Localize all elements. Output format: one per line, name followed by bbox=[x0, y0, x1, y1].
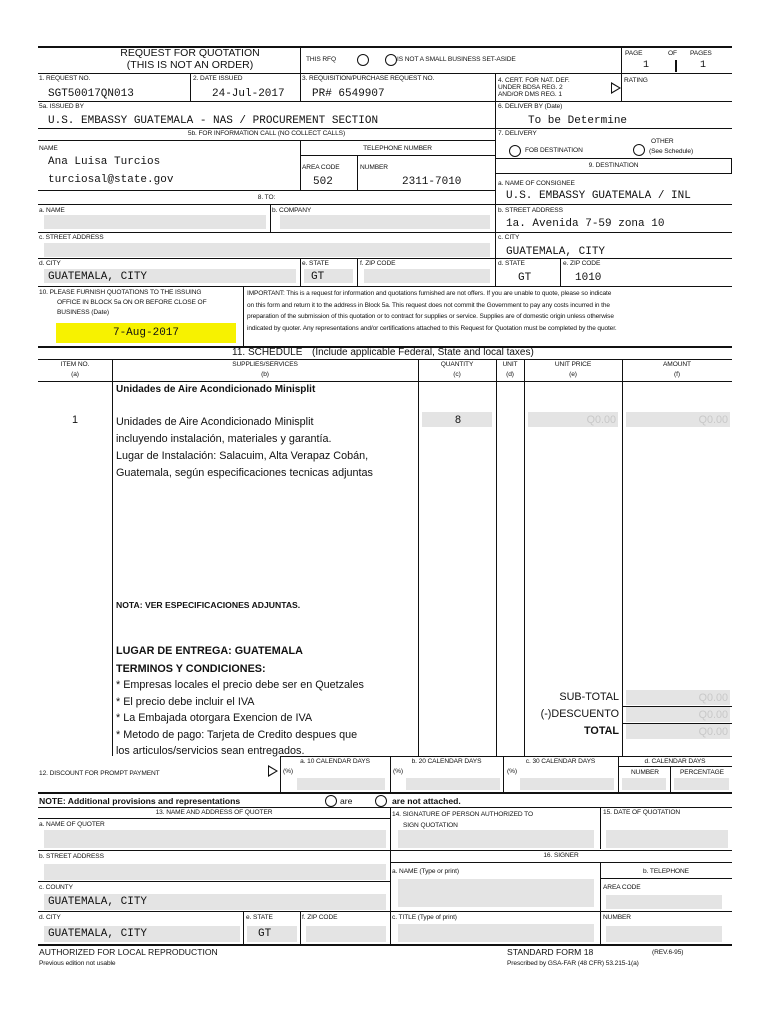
schedule-title: 11. SCHEDULE bbox=[232, 347, 303, 358]
furnish-quotations-label: 10. PLEASE FURNISH QUOTATIONS TO THE ISSUING OFFICE IN BLOCK 5a ON OR BEFORE CLOSE OF BUSINESS (Date) bbox=[39, 289, 207, 316]
quoter-block-label: 13. NAME AND ADDRESS OF QUOTER bbox=[155, 809, 273, 816]
consignee-city-label: c. CITY bbox=[498, 234, 520, 241]
to-state-label: e. STATE bbox=[302, 260, 329, 267]
quoter-city-value[interactable]: GUATEMALA, CITY bbox=[48, 928, 148, 940]
col-supplies-header: SUPPLIES/SERVICES bbox=[232, 361, 298, 368]
area-code-value[interactable]: 502 bbox=[313, 176, 333, 188]
quoter-zip-label: f. ZIP CODE bbox=[302, 914, 338, 921]
descuento-label: (-)DESCUENTO bbox=[540, 708, 619, 720]
delivery-label: 7. DELIVERY bbox=[498, 130, 537, 137]
form-subtitle: (THIS IS NOT AN ORDER) bbox=[126, 59, 254, 71]
page-label: PAGE bbox=[625, 50, 643, 57]
total-label: TOTAL bbox=[584, 725, 619, 737]
quoter-zip-field[interactable] bbox=[306, 926, 386, 942]
consignee-street-value[interactable]: 1a. Avenida 7-59 zona 10 bbox=[506, 218, 665, 230]
signer-title-label: c. TITLE (Type of print) bbox=[392, 914, 457, 921]
subtotal-label: SUB-TOTAL bbox=[559, 691, 619, 703]
quoter-name-label: a. NAME OF QUOTER bbox=[39, 821, 105, 828]
form-title: REQUEST FOR QUOTATION bbox=[120, 47, 260, 59]
consignee-name-label: a. NAME OF CONSIGNEE bbox=[498, 180, 575, 187]
to-state-value[interactable]: GT bbox=[311, 271, 325, 283]
date-issued-label: 2. DATE ISSUED bbox=[193, 75, 243, 82]
request-no-label: 1. REQUEST NO. bbox=[39, 75, 91, 82]
quoter-street-field[interactable] bbox=[44, 864, 386, 880]
signer-name-field[interactable] bbox=[398, 879, 594, 907]
consignee-state-label: d. STATE bbox=[498, 260, 525, 267]
to-name-label: a. NAME bbox=[39, 207, 65, 214]
page-number: 1 bbox=[643, 60, 650, 71]
requisition-value[interactable]: PR# 6549907 bbox=[312, 88, 385, 100]
quoter-state-value[interactable]: GT bbox=[258, 928, 272, 940]
consignee-name-value[interactable]: U.S. EMBASSY GUATEMALA / INL bbox=[506, 190, 691, 202]
deliver-by-label: 6. DELIVER BY (Date) bbox=[498, 103, 563, 110]
authorized-reproduction: AUTHORIZED FOR LOCAL REPRODUCTION bbox=[39, 947, 218, 957]
revision: (REV.6-95) bbox=[652, 949, 684, 956]
discount-10-field[interactable] bbox=[297, 778, 385, 790]
contact-email-value[interactable]: turciosal@state.gov bbox=[48, 174, 174, 186]
cert-nat-def-label: 4. CERT. FOR NAT. DEF. UNDER BDSA REG. 2 AND/OR DMS REG. 1 bbox=[498, 77, 570, 98]
rfq-is-radio[interactable] bbox=[357, 54, 369, 66]
item-number: 1 bbox=[72, 414, 79, 426]
provisions-are-radio[interactable] bbox=[325, 795, 337, 807]
issued-by-value[interactable]: U.S. EMBASSY GUATEMALA - NAS / PROCUREMENT SECTION bbox=[48, 115, 379, 127]
to-company-field[interactable] bbox=[280, 215, 490, 229]
area-code-label: AREA CODE bbox=[302, 164, 340, 171]
total-value: Q0.00 bbox=[698, 726, 728, 738]
terms-list: TERMINOS Y CONDICIONES: * Empresas locales el precio debe ser en Quetzales * El precio debe incluir el IVA * La Embajada otorgara Exencion de IVA * Metodo de pago: Tarjeta de Credito despues que los articulos/servicios sean entregados. bbox=[116, 663, 364, 758]
signature-field[interactable] bbox=[398, 830, 594, 848]
schedule-subtitle: (Include applicable Federal, State and local taxes) bbox=[312, 347, 534, 358]
provisions-are-not-radio[interactable] bbox=[375, 795, 387, 807]
destination-label: 9. DESTINATION bbox=[588, 162, 639, 169]
col-item-header: ITEM NO. bbox=[60, 361, 90, 368]
quoter-county-value[interactable]: GUATEMALA, CITY bbox=[48, 896, 148, 908]
of-label: OF bbox=[668, 50, 677, 57]
other-label: OTHER bbox=[651, 138, 674, 145]
col-amount-header: AMOUNT bbox=[663, 361, 691, 368]
to-city-value[interactable]: GUATEMALA, CITY bbox=[48, 271, 148, 283]
subtotal-value: Q0.00 bbox=[698, 692, 728, 704]
col-unit-price-header: UNIT PRICE bbox=[554, 361, 592, 368]
signer-number-label: NUMBER bbox=[603, 914, 631, 921]
requisition-label: 3. REQUISITION/PURCHASE REQUEST NO. bbox=[302, 75, 435, 82]
quoter-state-label: e. STATE bbox=[246, 914, 273, 921]
discount-number-label: NUMBER bbox=[631, 769, 659, 776]
important-notice: IMPORTANT: This is a request for information and quotations furnished are not offers. If you are unable to quote, please so indicate on this form and return it to the address in Block 5a. This request does not commit the Government to pay any costs incurred in the preparation of the submission of this quotation or to contract for supplies or service. Supplies are of domestic origin unless otherwise indicated by quoter. Any representations and/or certifications attached to this Request for Quotation must be completed by the quoter. bbox=[247, 290, 617, 332]
rfq-is-not-radio[interactable] bbox=[385, 54, 397, 66]
phone-number-value[interactable]: 2311-7010 bbox=[402, 176, 462, 188]
discount-label: 12. DISCOUNT FOR PROMPT PAYMENT bbox=[39, 770, 160, 777]
quoter-street-label: b. STREET ADDRESS bbox=[39, 853, 104, 860]
nota-specs: NOTA: VER ESPECIFICACIONES ADJUNTAS. bbox=[116, 600, 301, 610]
item-amount[interactable]: Q0.00 bbox=[698, 414, 728, 426]
this-rfq-label: THIS RFQ bbox=[306, 56, 336, 63]
discount-percentage-label: PERCENTAGE bbox=[680, 769, 724, 776]
quoter-city-label: d. CITY bbox=[39, 914, 61, 921]
discount-10-label: a. 10 CALENDAR DAYS bbox=[300, 758, 370, 765]
consignee-zip-value[interactable]: 1010 bbox=[575, 272, 602, 284]
date-issued-value[interactable]: 24-Jul-2017 bbox=[212, 88, 285, 100]
discount-30-field[interactable] bbox=[520, 778, 614, 790]
prescribed-by: Prescribed by GSA-FAR (48 CFR) 53.215-1(a) bbox=[507, 960, 639, 967]
consignee-city-value[interactable]: GUATEMALA, CITY bbox=[506, 246, 606, 258]
col-quantity-header: QUANTITY bbox=[440, 361, 474, 368]
discount-days-percentage-field[interactable] bbox=[674, 778, 729, 790]
info-call-label: 5b. FOR INFORMATION CALL (NO COLLECT CALLS) bbox=[187, 130, 346, 137]
contact-name-value[interactable]: Ana Luisa Turcios bbox=[48, 156, 161, 168]
to-street-field[interactable] bbox=[44, 243, 490, 257]
discount-20-field[interactable] bbox=[406, 778, 500, 790]
consignee-state-value[interactable]: GT bbox=[518, 272, 532, 284]
item-quantity[interactable]: 8 bbox=[455, 414, 462, 426]
discount-20-label: b. 20 CALENDAR DAYS bbox=[411, 758, 482, 765]
quoter-county-label: c. COUNTY bbox=[39, 884, 73, 891]
to-company-label: b. COMPANY bbox=[272, 207, 312, 214]
pages-label: PAGES bbox=[690, 50, 712, 57]
signer-label: 16. SIGNER bbox=[543, 852, 579, 859]
note-label: NOTE: Additional provisions and representations bbox=[39, 796, 241, 806]
fob-destination-label: FOB DESTINATION bbox=[525, 147, 583, 154]
consignee-zip-label: e. ZIP CODE bbox=[563, 260, 601, 267]
quotation-date-label: 15. DATE OF QUOTATION bbox=[603, 809, 681, 816]
issued-by-label: 5a. ISSUED BY bbox=[39, 103, 84, 110]
to-street-label: c. STREET ADDRESS bbox=[39, 234, 104, 241]
signature-label: 14. SIGNATURE OF PERSON AUTHORIZED TO SIGN QUOTATION bbox=[392, 811, 534, 829]
standard-form: STANDARD FORM 18 bbox=[507, 947, 594, 957]
signer-area-code-field[interactable] bbox=[606, 895, 722, 909]
pages-total: 1 bbox=[700, 60, 707, 71]
to-city-label: d. CITY bbox=[39, 260, 61, 267]
to-zip-label: f. ZIP CODE bbox=[360, 260, 396, 267]
signer-area-code-label: AREA CODE bbox=[603, 884, 641, 891]
discount-days-number-field[interactable] bbox=[622, 778, 666, 790]
to-label: 8. TO: bbox=[257, 194, 276, 201]
quoter-name-field[interactable] bbox=[44, 830, 386, 848]
consignee-street-label: b. STREET ADDRESS bbox=[498, 207, 563, 214]
signer-title-field[interactable] bbox=[398, 924, 594, 942]
item-unit-price[interactable]: Q0.00 bbox=[586, 414, 616, 426]
quotation-due-date[interactable]: 7-Aug-2017 bbox=[112, 327, 179, 339]
quotation-date-field[interactable] bbox=[606, 830, 728, 848]
to-zip-field[interactable] bbox=[364, 269, 490, 283]
schedule-heading: Unidades de Aire Acondicionado Minisplit bbox=[116, 384, 316, 395]
signer-telephone-label: b. TELEPHONE bbox=[643, 868, 689, 875]
lugar-entrega: LUGAR DE ENTREGA: GUATEMALA bbox=[116, 645, 303, 657]
small-business-label: IS NOT A SMALL BUSINESS SET-ASIDE bbox=[397, 56, 516, 63]
previous-edition: Previous edition not usable bbox=[39, 960, 116, 967]
col-unit-header: UNIT bbox=[502, 361, 518, 368]
rating-label: RATING bbox=[624, 77, 648, 84]
deliver-by-value[interactable]: To be Determine bbox=[528, 115, 628, 127]
number-label: NUMBER bbox=[360, 164, 388, 171]
other-delivery-radio[interactable] bbox=[633, 144, 645, 156]
fob-destination-radio[interactable] bbox=[509, 145, 521, 157]
descuento-value[interactable]: Q0.00 bbox=[698, 709, 728, 721]
signer-number-field[interactable] bbox=[606, 926, 722, 942]
other-sub-label: (See Schedule) bbox=[649, 148, 694, 155]
request-no-value[interactable]: SGT50017QN013 bbox=[48, 88, 134, 100]
contact-name-label: NAME bbox=[39, 145, 58, 152]
discount-days-label: d. CALENDAR DAYS bbox=[644, 758, 706, 765]
item-description: Unidades de Aire Acondicionado Minisplit incluyendo instalación, materiales y garantía. Lugar de Instalación: Salacuim, Alta Verapaz Cobán, Guatemala, según especificaciones tecnicas adjuntas bbox=[116, 416, 373, 479]
discount-30-label: c. 30 CALENDAR DAYS bbox=[525, 758, 596, 765]
signer-name-label: a. NAME (Type or print) bbox=[392, 868, 459, 875]
to-name-field[interactable] bbox=[44, 215, 266, 229]
telephone-label: TELEPHONE NUMBER bbox=[363, 145, 432, 152]
